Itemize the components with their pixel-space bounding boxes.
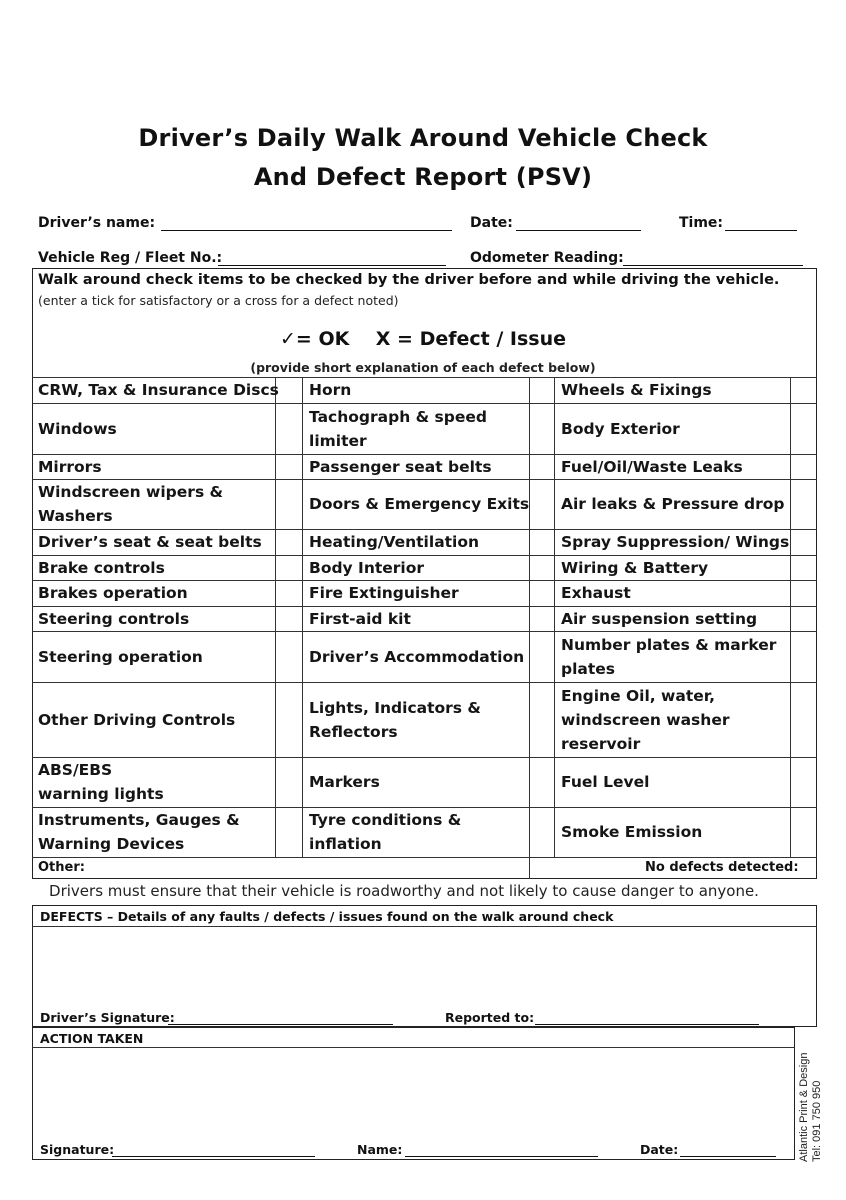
check-item-label xyxy=(309,555,527,580)
check-item-text: CRW, Tax & Insurance Discs xyxy=(38,381,279,399)
check-item-label xyxy=(38,580,272,606)
check-item-text: Other Driving Controls xyxy=(38,710,236,729)
check-item-label xyxy=(561,606,789,631)
check-tick-box[interactable] xyxy=(531,557,553,578)
check-item-label xyxy=(309,454,527,479)
action-details-field[interactable] xyxy=(36,1051,791,1131)
check-tick-box[interactable] xyxy=(792,582,814,604)
action-name-label: Name: xyxy=(357,1142,403,1157)
check-item-label xyxy=(561,403,789,454)
reported-to-field[interactable] xyxy=(535,1010,759,1025)
check-item-text: Fuel Level xyxy=(561,773,650,791)
check-item-label xyxy=(309,479,530,529)
check-item-label xyxy=(309,631,527,682)
check-item-text: Horn xyxy=(309,381,352,399)
check-item-label xyxy=(38,403,272,454)
check-item-label xyxy=(38,631,272,682)
check-item-text: Number plates & marker xyxy=(561,635,777,654)
check-tick-box[interactable] xyxy=(277,405,299,452)
check-tick-box[interactable] xyxy=(277,379,299,401)
check-tick-box[interactable] xyxy=(792,405,814,452)
check-tick-box[interactable] xyxy=(531,633,553,680)
check-item-text: Steering controls xyxy=(38,609,190,628)
defects-details-field[interactable] xyxy=(36,930,812,1000)
check-item-label xyxy=(38,479,272,529)
check-tick-box[interactable] xyxy=(531,608,553,629)
check-item-text: Markers xyxy=(309,773,380,791)
check-item-text: Air leaks & Pressure drop xyxy=(561,495,785,513)
time-field[interactable] xyxy=(725,216,797,231)
check-tick-box[interactable] xyxy=(792,481,814,527)
check-item-label xyxy=(561,454,789,479)
grid-line xyxy=(529,377,530,857)
check-item-text: windscreen washer xyxy=(561,710,730,729)
check-item-label xyxy=(38,807,272,857)
check-tick-box[interactable] xyxy=(792,759,814,805)
check-tick-box[interactable] xyxy=(277,531,299,553)
grid-line xyxy=(529,857,530,879)
check-item-text: Spray Suppression/ Wings xyxy=(561,533,790,551)
date-field[interactable] xyxy=(516,216,641,231)
check-item-label xyxy=(561,807,789,857)
check-item-text: Washers xyxy=(38,507,113,525)
check-tick-box[interactable] xyxy=(792,531,814,553)
check-item-label xyxy=(309,580,527,606)
check-tick-box[interactable] xyxy=(277,759,299,805)
check-tick-box[interactable] xyxy=(277,633,299,680)
check-item-text: Exhaust xyxy=(561,584,631,602)
check-tick-box[interactable] xyxy=(277,557,299,578)
printer-name: Atlantic Print & Design xyxy=(798,1052,810,1162)
reported-to-label: Reported to: xyxy=(445,1010,535,1025)
check-item-text: Windows xyxy=(38,419,117,438)
check-item-text: Windscreen wipers & xyxy=(38,483,224,501)
check-item-text: Instruments, Gauges & xyxy=(38,811,240,829)
check-item-text: Warning Devices xyxy=(38,835,185,853)
check-item-label xyxy=(561,529,789,555)
roadworthy-notice: Drivers must ensure that their vehicle is roadworthy and not likely to cause danger to anyone. xyxy=(49,882,759,900)
form-title-line-1: Driver’s Daily Walk Around Vehicle Check xyxy=(138,124,708,152)
check-tick-box[interactable] xyxy=(277,456,299,477)
check-item-label xyxy=(38,682,272,757)
check-item-label xyxy=(561,555,789,580)
printer-phone: Tel: 091 750 950 xyxy=(811,1080,823,1162)
check-tick-box[interactable] xyxy=(531,759,553,805)
grid-line xyxy=(790,377,791,857)
check-item-label xyxy=(309,403,527,454)
other-label: Other: xyxy=(38,860,85,875)
action-taken-heading: ACTION TAKEN xyxy=(40,1031,144,1046)
check-tick-box[interactable] xyxy=(531,405,553,452)
drivers-name-label: Driver’s name: xyxy=(38,215,156,231)
drivers-signature-field[interactable] xyxy=(168,1010,393,1025)
check-item-label xyxy=(309,606,527,631)
check-tick-box[interactable] xyxy=(792,809,814,855)
other-field[interactable] xyxy=(90,858,526,877)
check-tick-box[interactable] xyxy=(531,456,553,477)
check-item-text: Brakes operation xyxy=(38,584,188,602)
check-item-text: Brake controls xyxy=(38,558,165,577)
check-item-label xyxy=(38,606,272,631)
date-label: Date: xyxy=(470,215,513,231)
time-label: Time: xyxy=(679,215,724,231)
check-tick-box[interactable] xyxy=(531,531,553,553)
check-item-text: Reflectors xyxy=(309,722,398,741)
grid-line xyxy=(302,377,303,857)
check-item-text: warning lights xyxy=(38,785,164,803)
check-item-text: Fire Extinguisher xyxy=(309,584,459,602)
grid-line xyxy=(32,1047,795,1048)
check-tick-box[interactable] xyxy=(277,684,299,755)
check-item-text: ABS/EBS xyxy=(38,761,113,779)
check-tick-box[interactable] xyxy=(792,608,814,629)
odometer-label: Odometer Reading: xyxy=(470,250,624,266)
check-item-label xyxy=(38,757,272,807)
check-tick-box[interactable] xyxy=(277,582,299,604)
check-item-label xyxy=(309,757,527,807)
grid-line xyxy=(32,857,817,858)
vehicle-reg-label: Vehicle Reg / Fleet No.: xyxy=(38,250,223,266)
action-date-field[interactable] xyxy=(680,1142,776,1157)
grid-line xyxy=(32,926,817,927)
check-item-text: Lights, Indicators & xyxy=(309,698,481,717)
printer-credit xyxy=(798,1053,824,1162)
check-tick-box[interactable] xyxy=(531,684,553,755)
check-item-text: inflation xyxy=(309,835,382,853)
check-item-label xyxy=(38,529,272,555)
check-item-text: limiter xyxy=(309,431,367,450)
check-tick-box[interactable] xyxy=(792,684,814,755)
check-item-text: First-aid kit xyxy=(309,609,411,628)
check-item-text: Tachograph & speed xyxy=(309,407,487,426)
check-item-text: Mirrors xyxy=(38,457,102,476)
check-item-text: Steering operation xyxy=(38,647,203,666)
no-defects-label: No defects detected: xyxy=(645,860,799,875)
check-item-text: Driver’s seat & seat belts xyxy=(38,533,262,551)
check-tick-box[interactable] xyxy=(792,633,814,680)
check-item-label xyxy=(561,377,789,403)
action-signature-field[interactable] xyxy=(112,1142,315,1157)
check-item-text: reservoir xyxy=(561,734,641,753)
check-item-text: Body Interior xyxy=(309,558,425,577)
check-tick-box[interactable] xyxy=(277,809,299,855)
check-tick-box[interactable] xyxy=(792,557,814,578)
check-item-label xyxy=(309,682,527,757)
check-item-text: Smoke Emission xyxy=(561,823,703,841)
legend: ✓= OK X = Defect / Issue xyxy=(279,328,566,350)
action-signature-label: Signature: xyxy=(40,1142,115,1157)
check-item-text: Air suspension setting xyxy=(561,609,758,628)
odometer-field[interactable] xyxy=(623,251,803,266)
check-item-label xyxy=(561,757,789,807)
check-item-text: Body Exterior xyxy=(561,419,680,438)
check-note: (enter a tick for satisfactory or a cross for a defect noted) xyxy=(38,293,399,308)
check-item-label xyxy=(38,377,279,403)
check-item-label xyxy=(309,529,527,555)
check-tick-box[interactable] xyxy=(531,809,553,855)
vehicle-reg-field[interactable] xyxy=(218,251,446,266)
defects-heading: DEFECTS – Details of any faults / defects / issues found on the walk around check xyxy=(40,909,614,924)
check-item-text: plates xyxy=(561,659,616,678)
check-item-label xyxy=(38,454,272,479)
check-item-text: Heating/Ventilation xyxy=(309,533,480,551)
check-item-label xyxy=(561,682,789,757)
grid-line xyxy=(275,377,276,857)
check-item-label xyxy=(561,631,789,682)
check-item-text: Passenger seat belts xyxy=(309,457,492,476)
action-date-label: Date: xyxy=(640,1142,679,1157)
grid-line xyxy=(554,377,555,857)
drivers-signature-label: Driver’s Signature: xyxy=(40,1010,175,1025)
check-instruction: Walk around check items to be checked by the driver before and while driving the vehicle. xyxy=(38,272,780,288)
check-item-text: Doors & Emergency Exits xyxy=(309,495,530,513)
no-defects-checkbox[interactable] xyxy=(790,858,815,877)
check-tick-box[interactable] xyxy=(792,379,814,401)
check-item-label xyxy=(309,377,527,403)
check-item-label xyxy=(561,580,789,606)
check-item-text: Tyre conditions & xyxy=(309,811,462,829)
check-tick-box[interactable] xyxy=(531,481,553,527)
check-item-label xyxy=(38,555,272,580)
action-name-field[interactable] xyxy=(405,1142,598,1157)
check-item-text: Engine Oil, water, xyxy=(561,686,716,705)
check-item-text: Wiring & Battery xyxy=(561,558,709,577)
check-tick-box[interactable] xyxy=(277,608,299,629)
check-tick-box[interactable] xyxy=(531,379,553,401)
check-item-text: Fuel/Oil/Waste Leaks xyxy=(561,457,743,476)
check-tick-box[interactable] xyxy=(792,456,814,477)
check-item-label xyxy=(309,807,527,857)
check-item-label xyxy=(561,479,789,529)
check-tick-box[interactable] xyxy=(531,582,553,604)
check-item-text: Wheels & Fixings xyxy=(561,381,712,399)
check-item-text: Driver’s Accommodation xyxy=(309,647,525,666)
check-tick-box[interactable] xyxy=(277,481,299,527)
form-title-line-2: And Defect Report (PSV) xyxy=(253,163,593,191)
drivers-name-field[interactable] xyxy=(161,216,452,231)
defect-explanation-note: (provide short explanation of each defect below) xyxy=(250,360,596,375)
